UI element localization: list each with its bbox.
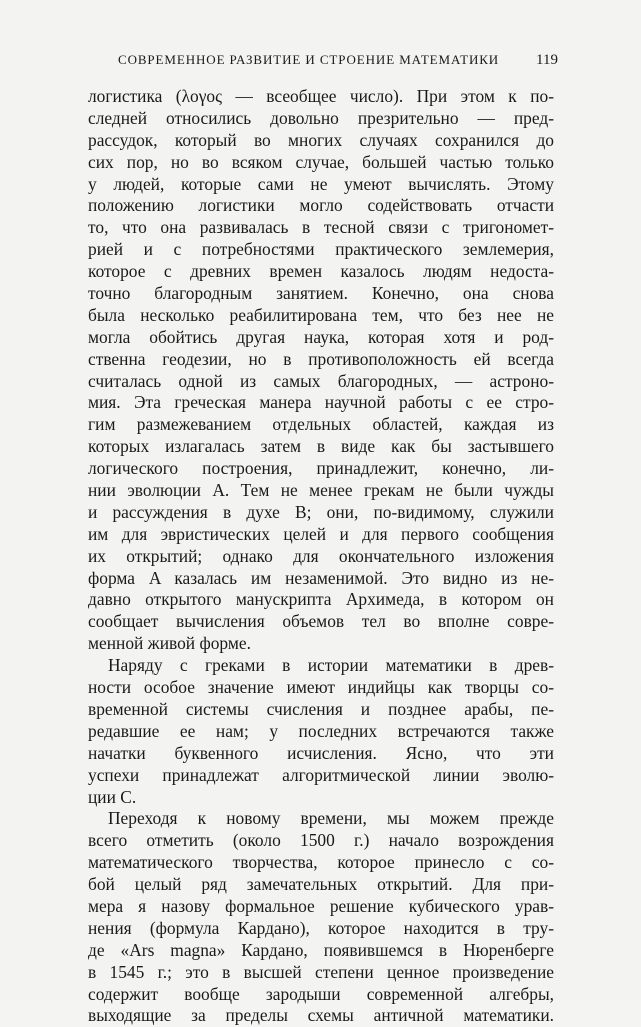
text-line: логического построения, принадлежит, конечно, ли- (88, 458, 554, 479)
text-line: считалась одной из самых благородных, — астроно- (88, 370, 554, 391)
text-line: Переходя к новому времени, мы можем прежде (108, 808, 554, 829)
text-line: логистика (λογος — всеобщее число). При этом к по- (88, 86, 554, 106)
text-line: в 1545 г.; это в высшей степени ценное произведение (88, 961, 554, 982)
running-title: СОВРЕМЕННОЕ РАЗВИТИЕ И СТРОЕНИЕ МАТЕМАТИКИ (118, 52, 500, 67)
text-line: у людей, которые сами не умеют вычислять. Этому (88, 173, 554, 194)
text-line: положению логистики могло содействовать отчасти (88, 195, 554, 216)
text-line: де «Ars magna» Кардано, появившемся в Нюренберге (88, 939, 554, 960)
text-line: нии эволюции A. Тем не менее грекам не были чужды (88, 480, 554, 501)
text-line: могла обойтись другая наука, которая хотя и род- (88, 326, 554, 347)
text-line: временной системы счисления и позднее арабы, пе- (88, 698, 554, 719)
text-line: точно благородным занятием. Конечно, она снова (88, 283, 554, 304)
text-line: Наряду с греками в истории математики в древ- (108, 655, 554, 676)
text-line: и рассуждения в духе B; они, по-видимому, служили (88, 501, 554, 522)
text-line: редавшие ее нам; у последних встречаются также (88, 720, 554, 741)
text-line: мия. Эта греческая манера научной работы с ее стро- (88, 392, 554, 413)
text-line: мера я назову формальное решение кубического урав- (88, 895, 554, 916)
text-line: рией и с потребностями практического землемерия, (88, 239, 554, 260)
text-line: бой целый ряд замечательных открытий. Для при- (88, 874, 554, 895)
page-number: 119 (536, 52, 558, 68)
text-line: рассудок, который во многих случаях сохранился до (88, 129, 554, 150)
text-line: нения (формула Кардано), которое находится в тру- (88, 917, 554, 938)
text-line: ственна геодезии, но в противоположность ей всегда (88, 348, 554, 369)
text-line: ности особое значение имеют индийцы как творцы со- (88, 677, 554, 698)
text-line: математического творчества, которое принесло с со- (88, 852, 554, 873)
text-line: следней относились довольно презрительно — пред- (88, 107, 554, 128)
text-line: всего отметить (около 1500 г.) начало возрождения (88, 830, 554, 851)
text-line: содержит вообще зародыши современной алгебры, (88, 983, 554, 1004)
text-line: то, что она развивалась в тесной связи с тригономет- (88, 217, 554, 238)
text-line: выходящие за пределы схемы античной математики. (88, 1005, 554, 1026)
body-text (88, 86, 554, 1027)
text-line: форма A казалась им незаменимой. Это видно из не- (88, 567, 554, 588)
text-line: давно открытого манускрипта Архимеда, в котором он (88, 589, 554, 610)
text-line: сих пор, но во всяком случае, большей частью только (88, 151, 554, 172)
text-line: им для эвристических целей и для первого сообщения (88, 523, 554, 544)
text-line: гим размежеванием отдельных областей, каждая из (88, 414, 554, 435)
text-line: которых излагалась затем в виде как бы застывшего (88, 436, 554, 457)
text-line: их открытий; однако для окончательного изложения (88, 545, 554, 566)
text-line: менной живой форме. (88, 633, 251, 654)
text-line: была несколько реабилитирована тем, что без нее не (88, 304, 554, 325)
text-line: которое с древних времен казалось людям недоста- (88, 261, 554, 282)
text-line: ции C. (88, 786, 137, 807)
text-line: успехи принадлежат алгоритмической линии эволю- (88, 764, 554, 785)
running-head (118, 52, 558, 76)
text-line: начатки буквенного исчисления. Ясно, что эти (88, 742, 554, 763)
text-line: сообщает вычисления объемов тел во вполне совре- (88, 611, 554, 632)
